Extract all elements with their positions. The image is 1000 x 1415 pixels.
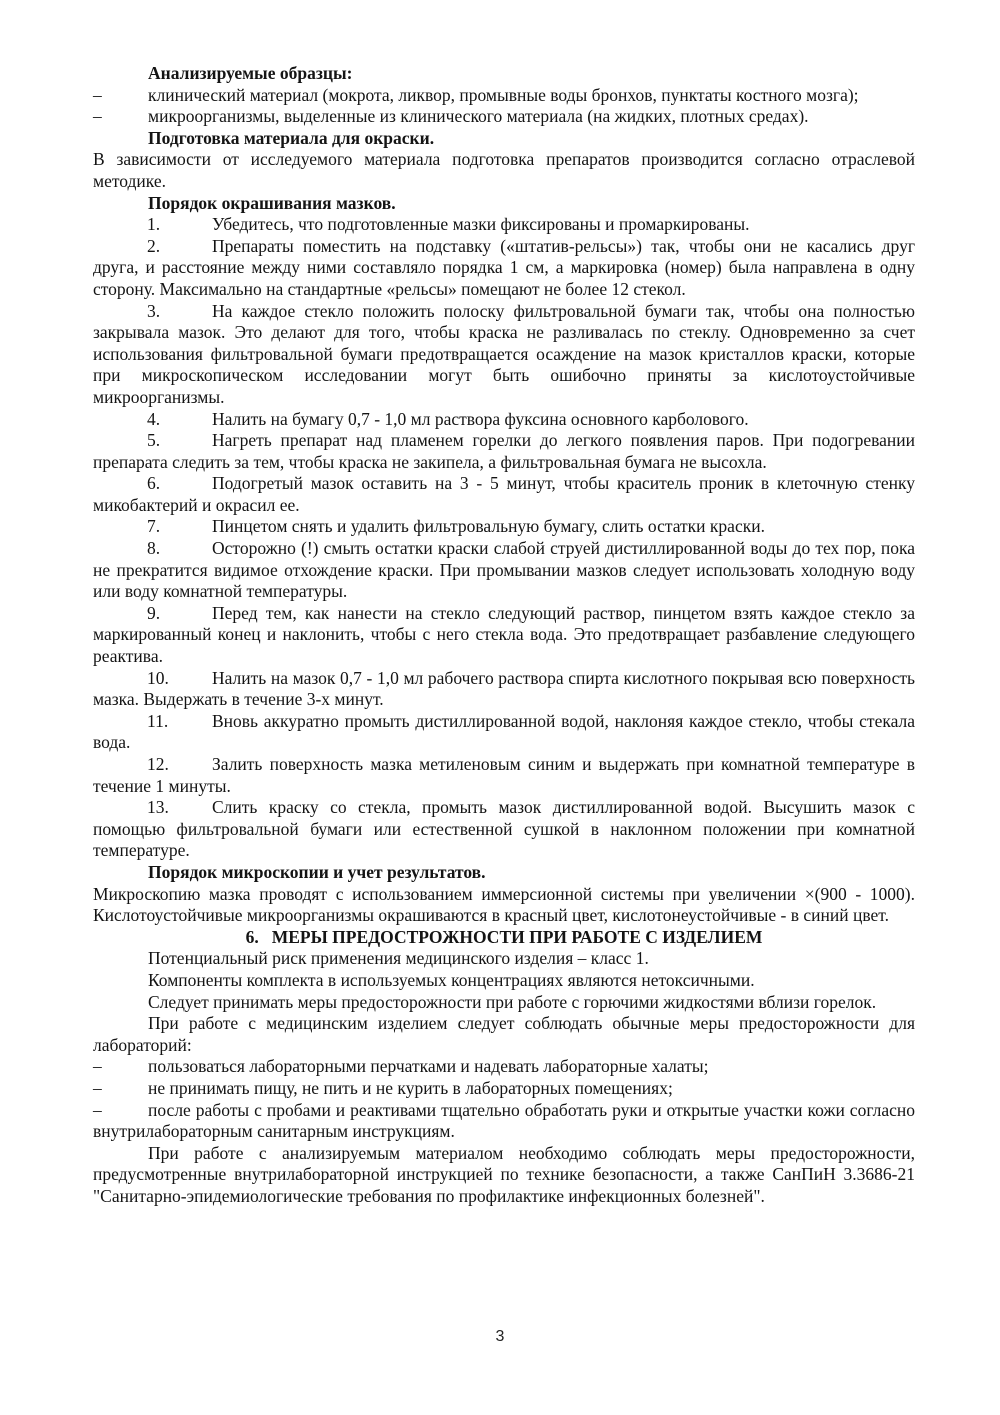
microscopy-heading: Порядок микроскопии и учет результатов.: [148, 861, 486, 882]
staining-step: [93, 409, 915, 431]
dash-list-item: [93, 1100, 915, 1143]
staining-step: [93, 214, 915, 236]
step-text: Нагреть препарат над пламенем горелки до легкого появления паров. При подогревании препарата следить за тем, чтобы краска не закипела, а фильтровальная бумага не высохла.: [93, 430, 915, 472]
dash-item-text: клинический материал (мокрота, ликвор, промывные воды бронхов, пунктаты костного мозга);: [148, 84, 859, 105]
step-number: 8.: [147, 538, 161, 559]
dash-item-text: не принимать пищу, не пить и не курить в лабораторных помещениях;: [148, 1077, 673, 1098]
dash-marker: –: [93, 106, 102, 127]
dash-marker: –: [93, 84, 102, 105]
dash-list-item: [93, 85, 915, 107]
section6-title: МЕРЫ ПРЕДОСТРОЖНОСТИ ПРИ РАБОТЕ С ИЗДЕЛИЕМ: [271, 926, 763, 947]
step-text: Налить на бумагу 0,7 - 1,0 мл раствора фуксина основного карболового.: [212, 408, 749, 429]
dash-marker: –: [93, 1056, 102, 1077]
staining-step: [93, 668, 915, 711]
step-text: На каждое стекло положить полоску фильтровальной бумаги так, чтобы она полностью закрывала мазок. Это делают для того, чтобы краска не разливалась по стеклу. Одновременно за счет использования фильтровальной бумаги предотвращается осаждение на мазок кристаллов краски, которые при микроскопическом исследовании могут быть ошибочно приняты за кислотоустойчивые микроорганизмы.: [93, 300, 915, 407]
step-number: 13.: [147, 797, 169, 818]
step-number: 4.: [147, 408, 161, 429]
document-page: [93, 63, 915, 1207]
samples-heading: Анализируемые образцы:: [148, 63, 353, 83]
staining-step: [93, 473, 915, 516]
step-text: Налить на мазок 0,7 - 1,0 мл рабочего раствора спирта кислотного покрывая всю поверхность мазка. Выдержать в течение 3-х минут.: [93, 667, 915, 710]
closing-paragraph: При работе с анализируемым материалом необходимо соблюдать меры предосторожности, предусмотренные внутрилабораторной инструкцией по технике безопасности, а также СанПиН 3.3686-21 "Санитарно-эпидемиологические требования по профилактике инфекционных болезней".: [93, 1142, 915, 1206]
staining-step: [93, 430, 915, 473]
step-number: 3.: [147, 300, 161, 321]
staining-step: [93, 754, 915, 797]
body-paragraph: Компоненты комплекта в используемых концентрациях являются нетоксичными.: [148, 969, 755, 990]
staining-step: [93, 711, 915, 754]
staining-heading: Порядок окрашивания мазков.: [148, 192, 396, 213]
dash-list-item: [93, 106, 915, 128]
step-number: 5.: [147, 430, 161, 451]
dash-item-text: пользоваться лабораторными перчатками и надевать лабораторные халаты;: [148, 1056, 709, 1077]
dash-item-text: после работы с пробами и реактивами тщательно обработать руки и открытые участки кожи согласно внутрилабораторным санитарным инструкциям.: [93, 1099, 915, 1142]
step-number: 6.: [147, 473, 161, 494]
step-number: 11.: [147, 710, 169, 731]
body-paragraph: При работе с медицинским изделием следует соблюдать обычные меры предосторожности для лабораторий:: [93, 1013, 915, 1055]
step-number: 7.: [147, 516, 161, 537]
step-text: Препараты поместить на подставку («штатив-рельсы») так, чтобы они не касались друг друга, и расстояние между ними составляло порядка 1 см, а маркировка (номер) была направлена в одну сторону. Максимально на стандартные «рельсы» помещают не более 12 стекол.: [93, 235, 915, 299]
section6-number: 6.: [245, 926, 259, 947]
step-number: 10.: [147, 667, 169, 688]
dash-marker: –: [93, 1099, 102, 1120]
staining-step: [93, 603, 915, 668]
step-text: Перед тем, как нанести на стекло следующий раствор, пинцетом взять каждое стекло за маркированный конец и наклонить, чтобы с него стекла вода. Это предотвращает разбавление следующего реактива.: [93, 602, 915, 667]
dash-marker: –: [93, 1077, 102, 1098]
microscopy-paragraph: Микроскопию мазка проводят с использованием иммерсионной системы при увеличении ×(900 - 1000). Кислотоустойчивые микроорганизмы окрашиваются в красный цвет, кислотонеустойчивые - в синий цвет.: [93, 883, 915, 926]
dash-item-text: микроорганизмы, выделенные из клинического материала (на жидких, плотных средах).: [148, 106, 809, 127]
step-number: 2.: [147, 235, 161, 256]
step-number: 12.: [147, 754, 169, 774]
step-text: Залить поверхность мазка метиленовым синим и выдержать при комнатной температуре в течение 1 минуты.: [93, 754, 915, 796]
staining-step: [93, 516, 915, 538]
staining-step: [93, 538, 915, 603]
step-number: 1.: [147, 214, 161, 235]
prep-heading: Подготовка материала для окраски.: [148, 127, 435, 148]
step-number: 9.: [147, 602, 161, 623]
dash-list-item: [93, 1078, 915, 1100]
step-text: Осторожно (!) смыть остатки краски слабой струей дистиллированной воды до тех пор, пока не прекратится видимое отхождение краски. При промывании мазков следует использовать холодную воду или воду комнатной температуры.: [93, 538, 915, 602]
step-text: Слить краску со стекла, промыть мазок дистиллированной водой. Высушить мазок с помощью фильтровальной бумаги или естественной сушкой в наклонном положении при комнатной температуре.: [93, 797, 915, 861]
step-text: Подогретый мазок оставить на 3 - 5 минут, чтобы краситель проник в клеточную стенку микобактерий и окрасил ее.: [93, 473, 915, 515]
prep-paragraph: В зависимости от исследуемого материала подготовка препаратов производится согласно отраслевой методике.: [93, 149, 915, 191]
body-paragraph: Потенциальный риск применения медицинского изделия – класс 1.: [148, 948, 649, 969]
page-number: 3: [495, 1328, 505, 1345]
staining-step: [93, 301, 915, 409]
staining-step: [93, 797, 915, 862]
step-text: Пинцетом снять и удалить фильтровальную бумагу, слить остатки краски.: [212, 516, 765, 537]
step-text: Вновь аккуратно промыть дистиллированной водой, наклоняя каждое стекло, чтобы стекала вода.: [93, 710, 915, 753]
step-text: Убедитесь, что подготовленные мазки фиксированы и промаркированы.: [212, 214, 750, 235]
dash-list-item: [93, 1056, 915, 1078]
body-paragraph: Следует принимать меры предосторожности при работе с горючими жидкостями вблизи горелок.: [148, 991, 877, 1012]
section6-heading: [93, 927, 915, 949]
staining-step: [93, 236, 915, 301]
